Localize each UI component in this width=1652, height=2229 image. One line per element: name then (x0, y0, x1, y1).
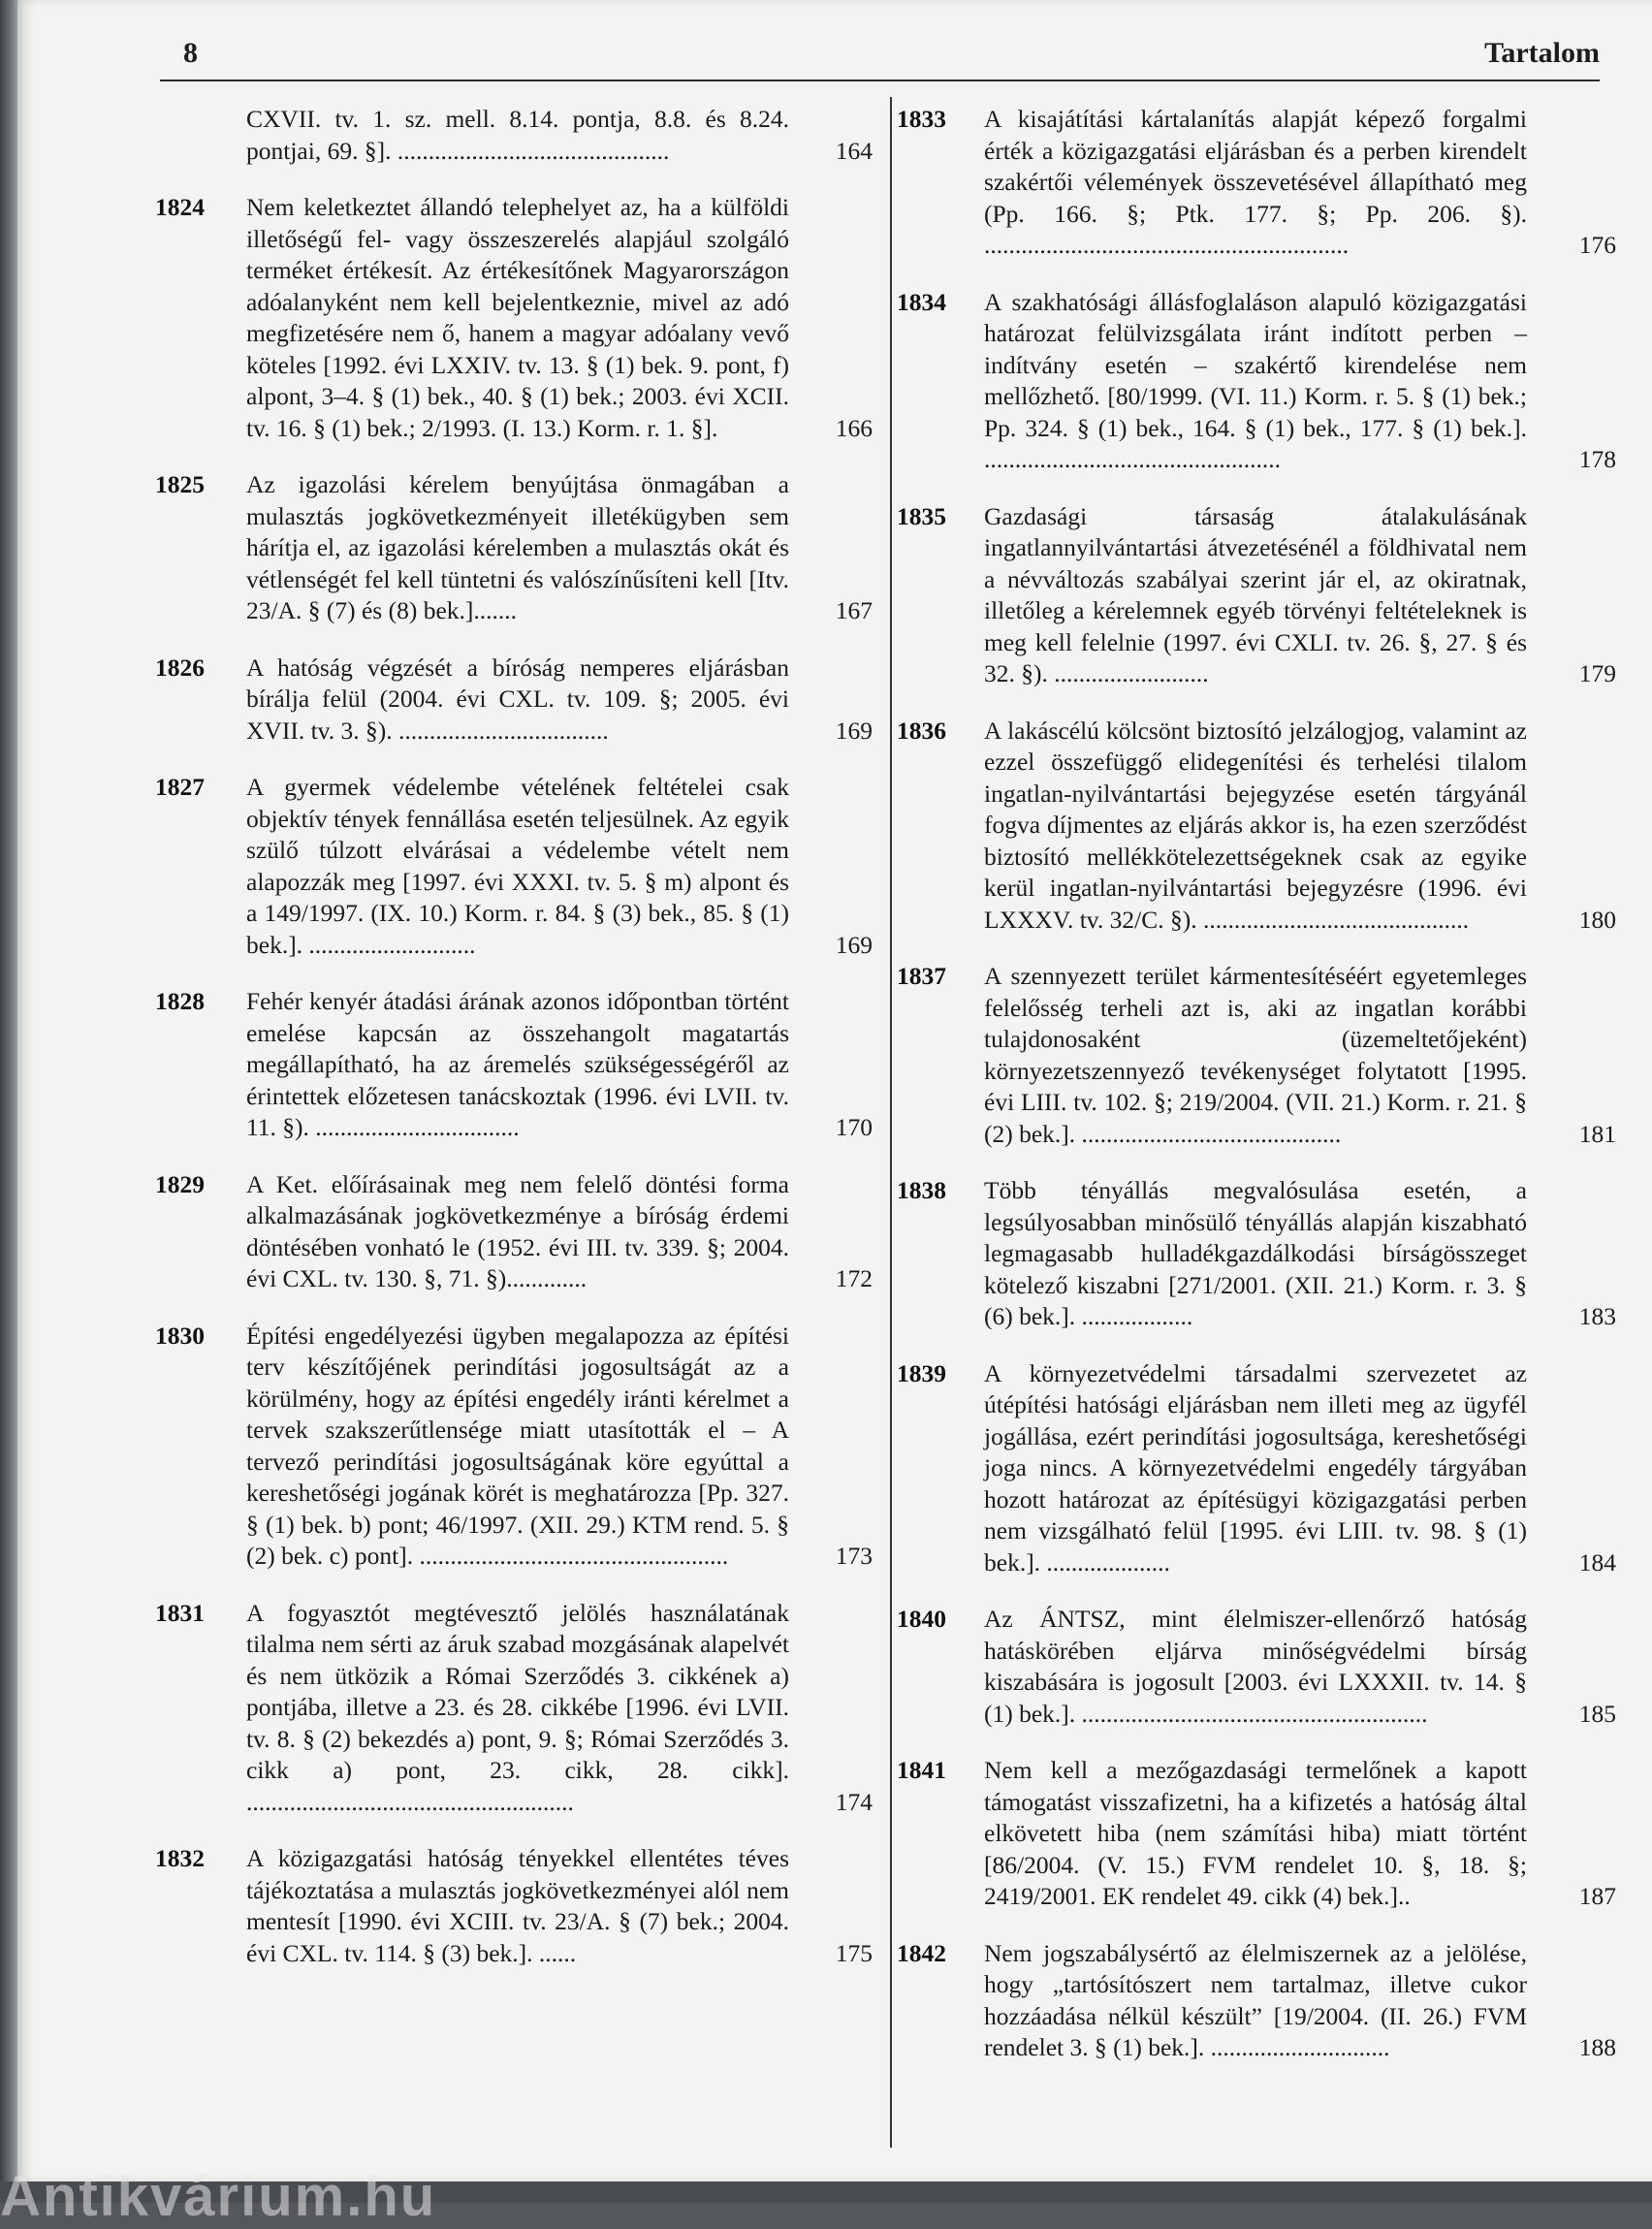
entry-number: 1839 (897, 1358, 946, 1387)
running-head (160, 37, 1600, 80)
entry-number: 1825 (155, 470, 205, 498)
toc-entry (155, 772, 873, 961)
entry-number: 1824 (155, 193, 205, 221)
entry-page-number: 184 (1578, 1547, 1616, 1576)
section-title: Tartalom (1484, 37, 1600, 69)
entry-text: A hatóság végzését a bíróság nemperes eljárásban bírálja felül (2004. évi CXL. tv. 109. §; 2005. évi XVII. tv. 3. §). .................................. (246, 653, 789, 745)
book-spine-edge (0, 0, 17, 2203)
entry-number: 1829 (155, 1169, 205, 1198)
entry-page-number: 176 (1578, 231, 1616, 259)
entry-text: A szakhatósági állásfoglaláson alapuló közigazgatási határozat felülvizsgálata iránt indított perben – indítvány esetén – szakértő kirendelése nem mellőzhető. [80/1999. (VI. 11.) Korm. r. 5. § (1) bek.; Pp. 324. § (1) bek., 164. § (1) bek., 177. § (1) bek.]. ................................................ (984, 287, 1527, 473)
toc-entry (897, 501, 1616, 690)
toc-entry (155, 104, 873, 167)
entry-page-number: 188 (1578, 2033, 1616, 2061)
entry-number: 1840 (897, 1605, 946, 1633)
entry-page-number: 164 (835, 136, 873, 165)
entry-page-number: 181 (1578, 1119, 1616, 1148)
entry-number: 1838 (897, 1176, 946, 1204)
entry-page-number: 175 (835, 1938, 873, 1967)
right-column (897, 104, 1616, 2089)
entry-page-number: 169 (835, 930, 873, 959)
entry-page-number: 178 (1578, 445, 1616, 473)
entry-text: Több tényállás megvalósulása esetén, a legsúlyosabban minősülő tényállás alapján kiszabható legmagasabb hulladékgazdálkodási bírságösszeget kötelező kiszabni [271/2001. (XII. 21.) Korm. r. 3. § (6) bek.]. .................. (984, 1176, 1527, 1330)
entry-page-number: 166 (835, 413, 873, 442)
entry-page-number: 179 (1578, 659, 1616, 687)
toc-entry (155, 1169, 873, 1295)
entry-page-number: 183 (1578, 1302, 1616, 1330)
entry-number: 1841 (897, 1756, 946, 1784)
entry-page-number: 167 (835, 596, 873, 624)
page-number: 8 (183, 37, 198, 69)
entry-page-number: 169 (835, 716, 873, 745)
entry-text: A szennyezett terület kármentesítéséért egyetemleges felelősség terheli azt is, aki az ingatlan korábbi tulajdonosaként (üzemeltetőjeként) környezetszennyező tevékenységet folytatott [1995. évi LIII. tv. 102. §; 219/2004. (VII. 21.) Korm. r. 21. § (2) bek.]. .......................................... (984, 962, 1527, 1148)
entry-page-number: 174 (835, 1787, 873, 1816)
entry-text: Nem keletkeztet állandó telephelyet az, ha a külföldi illetőségű fel- vagy összeszerelés alapjául szolgáló terméket értékesít. Az értékesítőnek Magyarországon adóalanyként nem kell bejelentkeznie, mivel az adó megfizetésére nem ő, hanem a magyar adóalany vevő köteles [1992. évi LXXIV. tv. 13. § (1) bek. 9. pont, f) alpont, 3–4. § (1) bek., 40. § (1) bek.; 2003. évi XCII. tv. 16. § (1) bek.; 2/1993. (I. 13.) Korm. r. 1. §]. (246, 193, 789, 442)
column-divider (890, 97, 892, 2148)
entry-number: 1837 (897, 962, 946, 990)
header-rule (160, 80, 1600, 81)
entry-number: 1834 (897, 287, 946, 316)
toc-entry (897, 287, 1616, 476)
entry-number: 1835 (897, 501, 946, 530)
entry-page-number: 185 (1578, 1699, 1616, 1728)
entry-page-number: 180 (1578, 905, 1616, 934)
entry-number: 1833 (897, 105, 946, 133)
watermark-text: Antikvárium.hu (0, 2165, 437, 2228)
toc-entry (897, 1175, 1616, 1333)
entry-text: Gazdasági társaság átalakulásának ingatlannyilvántartási átvezetésénél a földhivatal nem a névváltozás szabályai szerint jár el, az okiratnak, illetőleg a kérelemnek egyéb törvényi feltételeknek is meg kell felelnie (1997. évi CXLI. tv. 26. §, 27. § és 32. §). ......................... (984, 501, 1527, 687)
entry-number: 1826 (155, 653, 205, 682)
entry-text: A lakáscélú kölcsönt biztosító jelzálogjog, valamint az ezzel összefüggő elidegenítési és terhelési tilalom ingatlan-nyilvántartási bejegyzése esetén tárgyánál fogva díjmentes az eljárás akkor is, ha ezen szerződést biztosító mellékkötelezettségeknek csak az egyike kerül ingatlan-nyilvántartási bejegyzésre (1996. évi LXXXV. tv. 32/C. §). ........................................... (984, 716, 1527, 934)
entry-page-number: 187 (1578, 1882, 1616, 1910)
toc-entry (155, 1321, 873, 1573)
entry-text: A fogyasztót megtévesztő jelölés használatának tilalma nem sérti az áruk szabad mozgásának alapelvét és nem ütközik a Római Szerződés 3. cikkének a) pontjába, illetve a 23. és 28. cikkébe [1996. évi LVII. tv. 8. § (2) bekezdés a) pont, 9. §; Római Szerződés 3. cikk a) pont, 23. cikk, 28. cikk]. ..................................................... (246, 1598, 789, 1816)
entry-number: 1828 (155, 987, 205, 1015)
toc-entry (155, 192, 873, 444)
left-column (155, 104, 873, 1994)
toc-entry (897, 716, 1616, 937)
toc-entry (897, 961, 1616, 1150)
entry-text: A közigazgatási hatóság tényekkel ellentétes téves tájékoztatása a mulasztás jogkövetkezményei alól nem mentesít [1990. évi XCIII. tv. 23/A. § (7) bek.; 2004. évi CXL. tv. 114. § (3) bek.]. ...... (246, 1844, 789, 1967)
entry-number: 1830 (155, 1321, 205, 1350)
entry-number: 1836 (897, 716, 946, 745)
entry-text: Az igazolási kérelem benyújtása önmagában a mulasztás jogkövetkezményeit illetékügyben sem hárítja el, az igazolási kérelemben a mulasztás okát és vétlenségét fel kell tüntetni és valószínűsíteni kell [Itv. 23/A. § (7) és (8) bek.]....... (246, 470, 789, 624)
entry-page-number: 172 (835, 1264, 873, 1292)
entry-text: Építési engedélyezési ügyben megalapozza az építési terv készítőjének perindítási jogosultságát az a körülmény, hogy az építési engedély iránti kérelmet a tervek szakszerűtlensége miatt utasították el – A tervező perindítási jogosultságának köre egyúttal a kereshetőségi jogának körét is meghatározza [Pp. 327. § (1) bek. b) pont; 46/1997. (XII. 29.) KTM rend. 5. § (2) bek. c) pont]. .................................................. (246, 1321, 789, 1570)
entry-text: A környezetvédelmi társadalmi szervezetet az útépítési hatósági eljárásban nem illeti meg az ügyfél jogállása, ezért perindítási jogosultsága, kereshetőségi joga nincs. A környezetvédelmi engedély tárgyában hozott határozat az építésügyi közigazgatási perben nem vizsgálható felül [1995. évi LIII. tv. 98. § (1) bek.]. .................... (984, 1358, 1527, 1576)
entry-number: 1832 (155, 1844, 205, 1872)
entry-number: 1842 (897, 1938, 946, 1967)
entry-page-number: 173 (835, 1542, 873, 1570)
entry-text: CXVII. tv. 1. sz. mell. 8.14. pontja, 8.8. és 8.24. pontjai, 69. §]. ............................................ (246, 105, 789, 165)
toc-entry (897, 104, 1616, 262)
toc-entry (155, 1843, 873, 1969)
entry-page-number: 170 (835, 1113, 873, 1141)
toc-entry (155, 653, 873, 748)
entry-text: A Ket. előírásainak meg nem felelő döntési forma alkalmazásának jogkövetkezménye a bíróság érdemi döntésében vonható le (1952. évi III. tv. 339. §; 2004. évi CXL. tv. 130. §, 71. §)............. (246, 1169, 789, 1292)
entry-text: Nem jogszabálysértő az élelmiszernek az a jelölése, hogy „tartósítószert nem tartalmaz, illetve cukor hozzáadása nélkül készült” [19/2004. (II. 26.) FVM rendelet 3. § (1) bek.]. ............................. (984, 1938, 1527, 2061)
entry-text: Fehér kenyér átadási árának azonos időpontban történt emelése kapcsán az összehangolt magatartás megállapítható, ha az áremelés szükségességéről az érintettek előzetesen tanácskoztak (1996. évi LVII. tv. 11. §). ................................. (246, 987, 789, 1141)
toc-entry (155, 469, 873, 627)
entry-text: A kisajátítási kártalanítás alapját képező forgalmi érték a közigazgatási eljárásban és a perben kirendelt szakértői vélemények összevetésével állapítható meg (Pp. 166. §; Ptk. 177. §; Pp. 206. §). ........................................................... (984, 105, 1527, 259)
entry-number: 1827 (155, 773, 205, 801)
entry-text: Nem kell a mezőgazdasági termelőnek a kapott támogatást visszafizetni, ha a kifizetés a hatóság által elkövetett hiba (nem számítási hiba) miatt történt [86/2004. (V. 15.) FVM rendelet 10. §, 18. §; 2419/2001. EK rendelet 49. cikk (4) bek.].. (984, 1756, 1527, 1910)
toc-entry (897, 1755, 1616, 1913)
toc-entry (897, 1358, 1616, 1579)
toc-entry (897, 1938, 1616, 2064)
toc-entry (155, 986, 873, 1144)
entry-number: 1831 (155, 1598, 205, 1627)
entry-text: Az ÁNTSZ, mint élelmiszer-ellenőrző hatóság hatáskörében eljárva minőségvédelmi bírság kiszabására is jogosult [2003. évi LXXXII. tv. 14. § (1) bek.]. ........................................................ (984, 1605, 1527, 1728)
entry-text: A gyermek védelembe vételének feltételei csak objektív tények fennállása esetén teljesülnek. Az egyik szülő túlzott elvárásai a védelembe vételt nem alapozzák meg [1997. évi XXXI. tv. 5. § m) alpont és a 149/1997. (IX. 10.) Korm. r. 84. § (3) bek., 85. § (1) bek.]. ........................... (246, 773, 789, 959)
toc-entry (155, 1598, 873, 1819)
toc-entry (897, 1604, 1616, 1730)
